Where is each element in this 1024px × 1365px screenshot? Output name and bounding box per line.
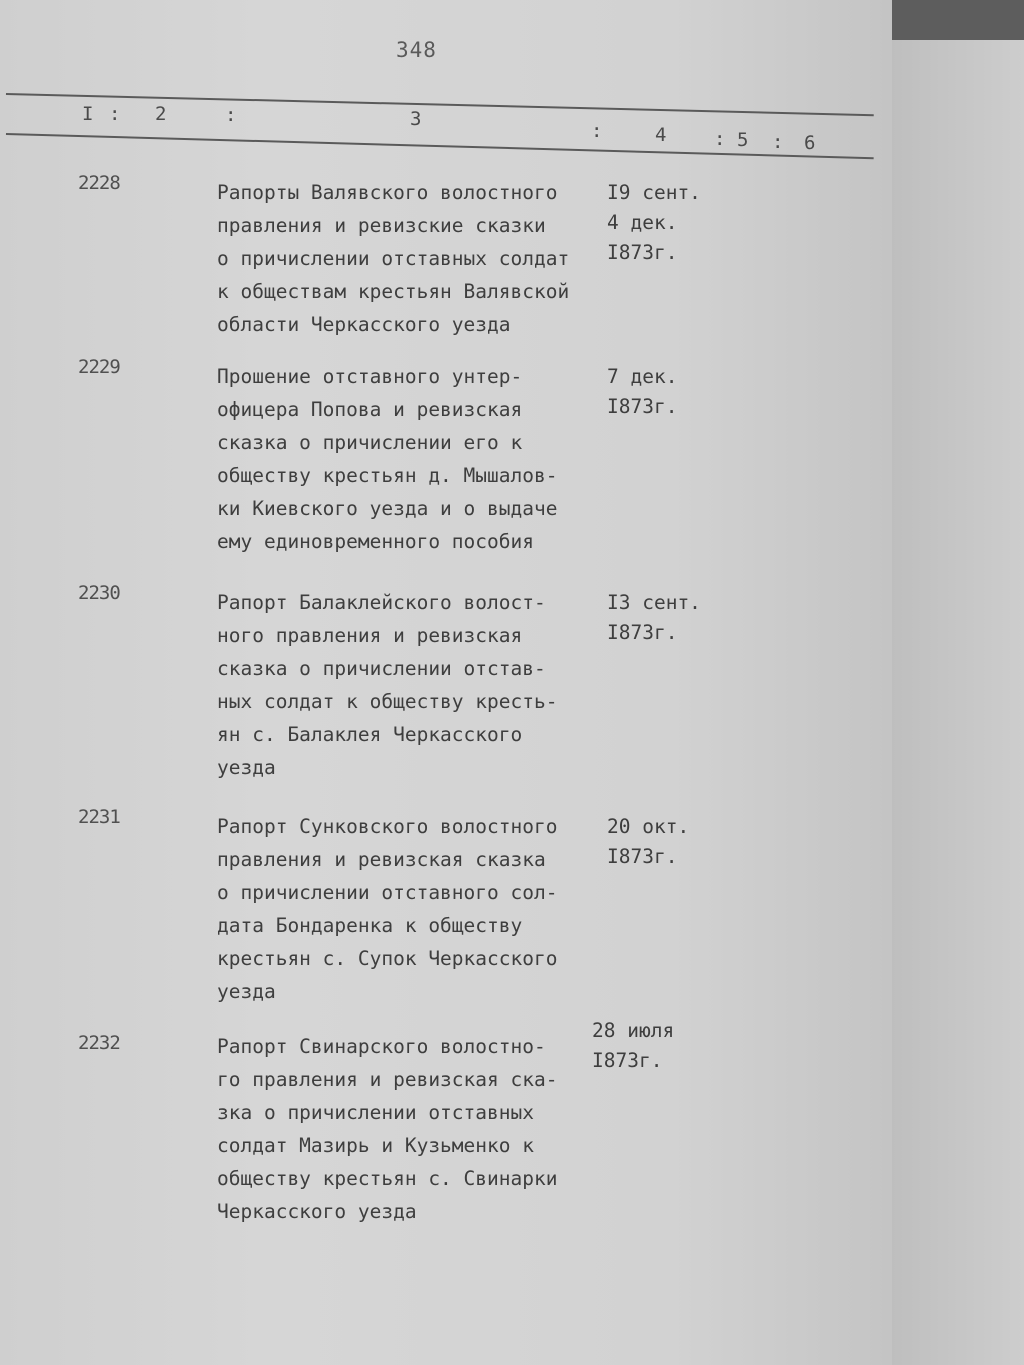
record-date bbox=[607, 812, 689, 872]
page-number: 348 bbox=[396, 38, 437, 62]
record-title bbox=[217, 360, 607, 558]
date-line: I873г. bbox=[607, 241, 678, 264]
column-separator: : bbox=[109, 103, 121, 125]
date-line: I873г. bbox=[607, 621, 678, 644]
title-line: о причислении отставных солдат bbox=[217, 247, 570, 270]
record-date bbox=[607, 362, 677, 422]
title-line: ных солдат к обществу кресть- bbox=[217, 690, 558, 713]
record-number: 2231 bbox=[78, 806, 120, 828]
title-line: крестьян с. Супок Черкасского bbox=[217, 947, 558, 970]
record-number: 2228 bbox=[78, 172, 120, 194]
column-header-2: 2 bbox=[155, 103, 167, 125]
title-line: го правления и ревизская ска- bbox=[217, 1068, 558, 1091]
header-rule-top bbox=[6, 93, 874, 116]
column-separator: : bbox=[772, 131, 784, 153]
title-line: обществу крестьян с. Свинарки bbox=[217, 1167, 558, 1190]
title-line: сказка о причислении отстав- bbox=[217, 657, 546, 680]
title-line: к обществам крестьян Валявской bbox=[217, 280, 570, 303]
date-line: I873г. bbox=[592, 1049, 663, 1072]
underlying-page bbox=[880, 40, 1024, 1365]
column-header-3: 3 bbox=[410, 108, 422, 130]
date-line: 20 окт. bbox=[607, 815, 690, 838]
title-line: о причислении отставного сол- bbox=[217, 881, 558, 904]
title-line: Рапорт Балаклейского волост- bbox=[217, 591, 546, 614]
record-title bbox=[217, 586, 607, 784]
date-line: I873г. bbox=[607, 845, 678, 868]
date-line: 28 июля bbox=[592, 1019, 675, 1042]
title-line: Черкасского уезда bbox=[217, 1200, 417, 1223]
record-title bbox=[217, 176, 607, 341]
title-line: дата Бондаренка к обществу bbox=[217, 914, 523, 937]
column-header-6: 6 bbox=[804, 132, 816, 154]
title-line: области Черкасского уезда bbox=[217, 313, 511, 336]
title-line: ного правления и ревизская bbox=[217, 624, 523, 647]
date-line: 7 дек. bbox=[607, 365, 678, 388]
column-header-5: 5 bbox=[737, 129, 749, 151]
record-date bbox=[607, 588, 701, 648]
record-number: 2229 bbox=[78, 356, 120, 378]
record-number: 2232 bbox=[78, 1032, 120, 1054]
title-line: офицера Попова и ревизская bbox=[217, 398, 523, 421]
record-date bbox=[607, 178, 701, 268]
title-line: Рапорт Сунковского волостного bbox=[217, 815, 558, 838]
title-line: зка о причислении отставных bbox=[217, 1101, 534, 1124]
record-title bbox=[217, 1030, 607, 1228]
title-line: уезда bbox=[217, 980, 276, 1003]
column-header-1: I bbox=[82, 103, 94, 125]
column-separator: : bbox=[591, 120, 603, 142]
title-line: солдат Мазирь и Кузьменко к bbox=[217, 1134, 534, 1157]
title-line: сказка о причислении его к bbox=[217, 431, 523, 454]
date-line: I3 сент. bbox=[607, 591, 701, 614]
date-line: I9 сент. bbox=[607, 181, 701, 204]
column-separator: : bbox=[714, 128, 726, 150]
date-line: I873г. bbox=[607, 395, 678, 418]
title-line: Прошение отставного унтер- bbox=[217, 365, 523, 388]
date-line: 4 дек. bbox=[607, 211, 678, 234]
title-line: ян с. Балаклея Черкасского bbox=[217, 723, 523, 746]
title-line: обществу крестьян д. Мышалов- bbox=[217, 464, 558, 487]
title-line: правления и ревизские сказки bbox=[217, 214, 546, 237]
title-line: уезда bbox=[217, 756, 276, 779]
title-line: ки Киевского уезда и о выдаче bbox=[217, 497, 558, 520]
record-number: 2230 bbox=[78, 582, 120, 604]
record-title bbox=[217, 810, 607, 1008]
column-separator: : bbox=[225, 104, 237, 126]
title-line: правления и ревизская сказка bbox=[217, 848, 546, 871]
title-line: Рапорты Валявского волостного bbox=[217, 181, 558, 204]
title-line: ему единовременного пособия bbox=[217, 530, 534, 553]
column-header-4: 4 bbox=[655, 124, 667, 146]
record-date bbox=[592, 1016, 674, 1076]
title-line: Рапорт Свинарского волостно- bbox=[217, 1035, 546, 1058]
